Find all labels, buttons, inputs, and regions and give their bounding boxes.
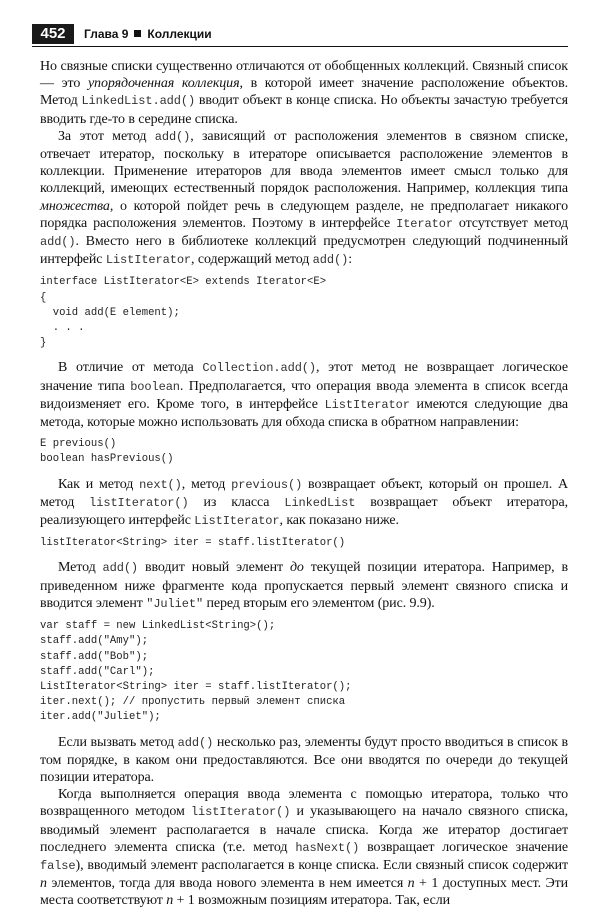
text: элементов, тогда для ввода нового элемента в нем имеется (46, 876, 408, 892)
code-block-iterator: listIterator<String> iter = staff.listIterator() (40, 537, 346, 550)
text: отсутствует метод (452, 215, 568, 231)
body-text (40, 58, 568, 910)
emphasis: n (40, 876, 47, 892)
text: из класса (188, 494, 285, 510)
text: , в которой имеет значение расположение объектов. Метод (40, 76, 568, 109)
text: возвращает объект, который он прошел. А метод (40, 476, 568, 510)
page-number: 452 (32, 24, 74, 44)
emphasis: n (407, 876, 415, 892)
text: , метод (181, 476, 232, 492)
inline-code: ListIterator (194, 514, 280, 529)
chapter-label: Глава 9 (84, 27, 129, 41)
text: перед вторым его элементом (рис. 9.9). (203, 595, 435, 611)
text: текущей позиции итератора. Например, в приведенном ниже фрагменте кода пропускается первый элемент связного списка и вводится элемент (40, 560, 568, 611)
inline-code: add() (40, 235, 76, 250)
paragraph-5 (40, 559, 568, 613)
inline-code: listIterator() (190, 805, 291, 820)
text: несколько раз, элементы будут просто вводиться в список в том порядке, в каком они предоставляются. Все они вводятся по очереди до текущей позиции итератора. (40, 734, 568, 785)
inline-code: add() (177, 735, 214, 750)
text: За этот метод (58, 128, 155, 144)
paragraph-3 (40, 359, 568, 431)
text: + 1 возможным позициям итератора. Так, если (173, 893, 450, 909)
text: возвращает объект итератора, реализующего интерфейс (40, 494, 568, 529)
inline-code: Collection.add() (202, 361, 316, 376)
inline-code: LinkedList.add() (81, 94, 196, 109)
text: : (348, 252, 352, 268)
text: ), вводимый элемент располагается в конце списка. Если связный список содержит (75, 857, 568, 873)
paragraph-4 (40, 476, 568, 531)
paragraph-1 (40, 58, 568, 128)
inline-code: boolean (130, 379, 180, 394)
inline-code: previous() (231, 477, 303, 492)
paragraph-7 (40, 786, 568, 909)
emphasis: множества (40, 198, 110, 214)
text: , этот метод не возвращает логическое значение типа (40, 360, 568, 394)
square-bullet-icon (134, 30, 141, 37)
text: Как и метод (58, 476, 140, 492)
inline-code: ListIterator (324, 397, 410, 412)
inline-code: Iterator (396, 216, 453, 231)
text: , содержащий метод (191, 252, 313, 268)
text: вводит объект в конце списка. Но объекты зачастую требуется вводить где-то в середине списка. (40, 93, 568, 127)
inline-code: "Juliet" (146, 596, 204, 611)
text: , зависящий от расположения элементов в связном списке, отвечает итератор, поскольку в итераторе описывается расположение элементов в коллекции. Применение итераторов для ввода элементов имеет смысл только для коллекций, имеющих естественный порядок расположения. Например, коллекция типа (40, 128, 568, 197)
text: , как показано ниже. (279, 513, 399, 529)
inline-code: LinkedList (284, 495, 356, 510)
text: . Предполагается, что операция ввода элемента в список всегда видоизменяет его. Кроме того, в интерфейсе (40, 378, 568, 412)
inline-code: next() (139, 477, 182, 492)
text: Метод (58, 560, 103, 576)
section-label: Коллекции (147, 27, 212, 41)
inline-code: false (40, 858, 76, 873)
header-rule (32, 46, 568, 47)
code-block-example: var staff = new LinkedList<String>(); staff.add("Amy"); staff.add("Bob"); staff.add("Carl"); ListIterator<String> iter = staff.listIterator(); iter.next(); // пропустить первый элемент списка iter.add("Juliet"); (40, 620, 352, 724)
text: . Вместо него в библиотеке коллекций предусмотрен следующий подчиненный интерфейс (40, 234, 568, 268)
inline-code: add() (154, 129, 191, 144)
text: Когда выполняется операция ввода элемента с помощью итератора, только что возвращенного методом (40, 787, 568, 820)
text: и указывающего на начало связного списка, вводимый элемент располагается в начале списка. Когда же итератор достигает последнего элемента списка (т.е. метод (40, 804, 568, 855)
running-head (84, 24, 212, 44)
text: + 1 доступных мест. Эти места соответствуют (40, 876, 569, 909)
code-block-methods: E previous() boolean hasPrevious() (40, 438, 174, 466)
text: вводит новый элемент (138, 560, 290, 576)
inline-code: add() (102, 561, 139, 576)
inline-code: listIterator() (89, 495, 189, 510)
code-block-interface: interface ListIterator<E> extends Iterator<E> { void add(E element); . . . } (40, 276, 327, 350)
text: , о которой пойдет речь в следующем разделе, не предполагает никакого порядка расположения элементов. Поэтому в интерфейсе (40, 198, 568, 231)
page-header (32, 24, 568, 44)
paragraph-6 (40, 734, 568, 787)
text: В отличие от метода (58, 360, 203, 376)
inline-code: ListIterator (105, 253, 192, 268)
emphasis: до (289, 560, 304, 576)
text: Но связные списки существенно отличаются от обобщенных коллекций. Связный список — это (40, 59, 568, 92)
text: Если вызвать метод (58, 734, 178, 750)
paragraph-2 (40, 128, 568, 270)
emphasis: n (166, 893, 174, 909)
text: возвращает логическое значение (359, 839, 568, 855)
text: имеются следующие два метода, которые можно использовать для обхода списка в обратном направлении: (40, 396, 568, 431)
inline-code: add() (312, 253, 349, 268)
inline-code: hasNext() (295, 840, 360, 855)
emphasis: упорядоченная коллекция (87, 76, 240, 92)
